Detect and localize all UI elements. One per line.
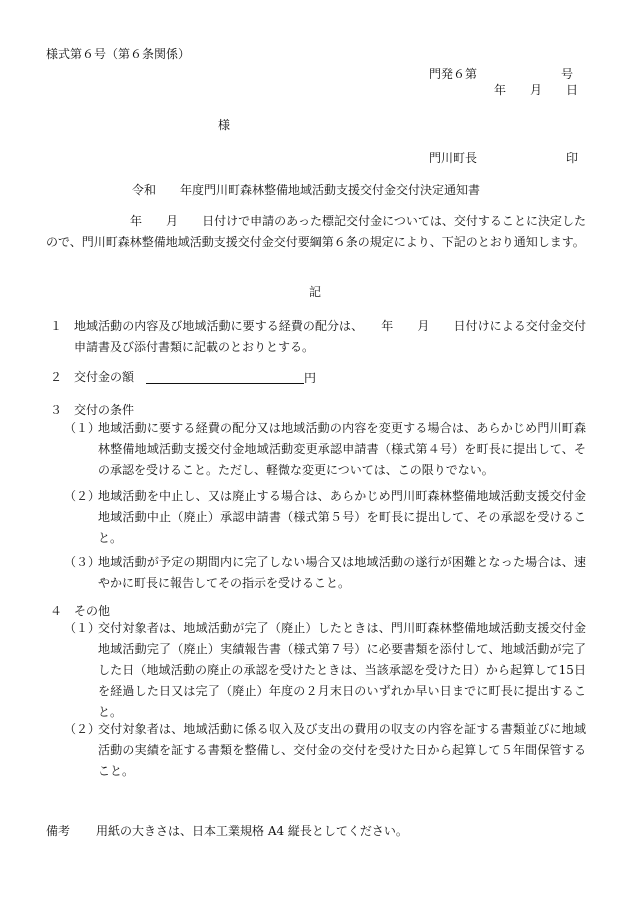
date-line: 年 月 日 <box>494 83 579 97</box>
item-3-label: 交付の条件 <box>74 403 135 417</box>
condition-1-text: 地域活動に要する経費の配分又は地域活動の内容を変更する場合は、あらかじめ門川町森林整備地域活動支援交付金地域活動変更承認申請書（様式第４号）を町長に提出して、その承認を受けること。ただし、軽微な変更については、この限りでない。 <box>98 421 586 477</box>
condition-3-number: （３） <box>64 555 101 569</box>
item-1-number: １ <box>50 319 63 333</box>
other-1-number: （１） <box>64 621 101 635</box>
condition-2-text: 地域活動を中止し、又は廃止する場合は、あらかじめ門川町森林整備地域活動支援交付金地域活動中止（廃止）承認申請書（様式第５号）を町長に提出して、その承認を受けること。 <box>98 489 586 545</box>
amount-unit: 円 <box>304 371 317 385</box>
item-1-text <box>74 316 586 358</box>
condition-1-number: （１） <box>64 421 101 435</box>
condition-3-text: 地域活動が予定の期間内に完了しない場合又は地域活動の遂行が困難となった場合は、速やかに町長に報告してその指示を受けること。 <box>98 555 586 590</box>
item-3-number: ３ <box>50 403 63 417</box>
ki-heading: 記 <box>309 285 322 299</box>
item-1-body: 地域活動の内容及び地域活動に要する経費の配分は、 年 月 日付けによる交付金交付申請書及び添付書類に記載のとおりとする。 <box>74 319 586 354</box>
other-1-text: 交付対象者は、地域活動が完了（廃止）したときは、門川町森林整備地域活動支援交付金地域活動完了（廃止）実績報告書（様式第７号）に必要書類を添付して、地域活動が完了した日（地域活動の廃止の承認を受けたときは、当該承認を受けた日）から起算して15日を経過した日又は完了（廃止）年度の２月末日のいずれか早い日までに町長に提出すること。 <box>98 621 586 719</box>
other-2-text: 交付対象者は、地域活動に係る収入及び支出の費用の収支の内容を証する書類並びに地域活動の実績を証する書類を整備し、交付金の交付を受けた日から起算して５年間保管すること。 <box>98 722 586 778</box>
condition-2-number: （２） <box>64 489 101 503</box>
seal-mark: 印 <box>566 151 579 165</box>
remarks-text: 用紙の大きさは、日本工業規格 A4 縦長としてください。 <box>96 824 408 838</box>
item-2-number: ２ <box>50 370 63 384</box>
amount-blank <box>146 369 304 384</box>
item-4-number: ４ <box>50 604 63 618</box>
item-2-label: 交付金の額 <box>74 370 135 384</box>
amount-line <box>146 369 316 386</box>
intro-paragraph: 年 月 日付けで申請のあった標記交付金については、交付することに決定したので、門川町森林整備地域活動支援交付金交付要綱第６条の規定により、下記のとおり通知します。 <box>46 214 586 249</box>
doc-number: 門発６第 号 <box>429 67 574 81</box>
document-title: 令和 年度門川町森林整備地域活動支援交付金交付決定通知書 <box>132 183 481 197</box>
item-4-label: その他 <box>74 604 111 618</box>
remarks-label: 備考 <box>46 824 71 838</box>
form-label: 様式第６号（第６条関係） <box>46 47 191 61</box>
addressee-suffix: 様 <box>218 118 231 132</box>
other-2-number: （２） <box>64 722 101 736</box>
sender-title: 門川町長 <box>429 151 478 165</box>
